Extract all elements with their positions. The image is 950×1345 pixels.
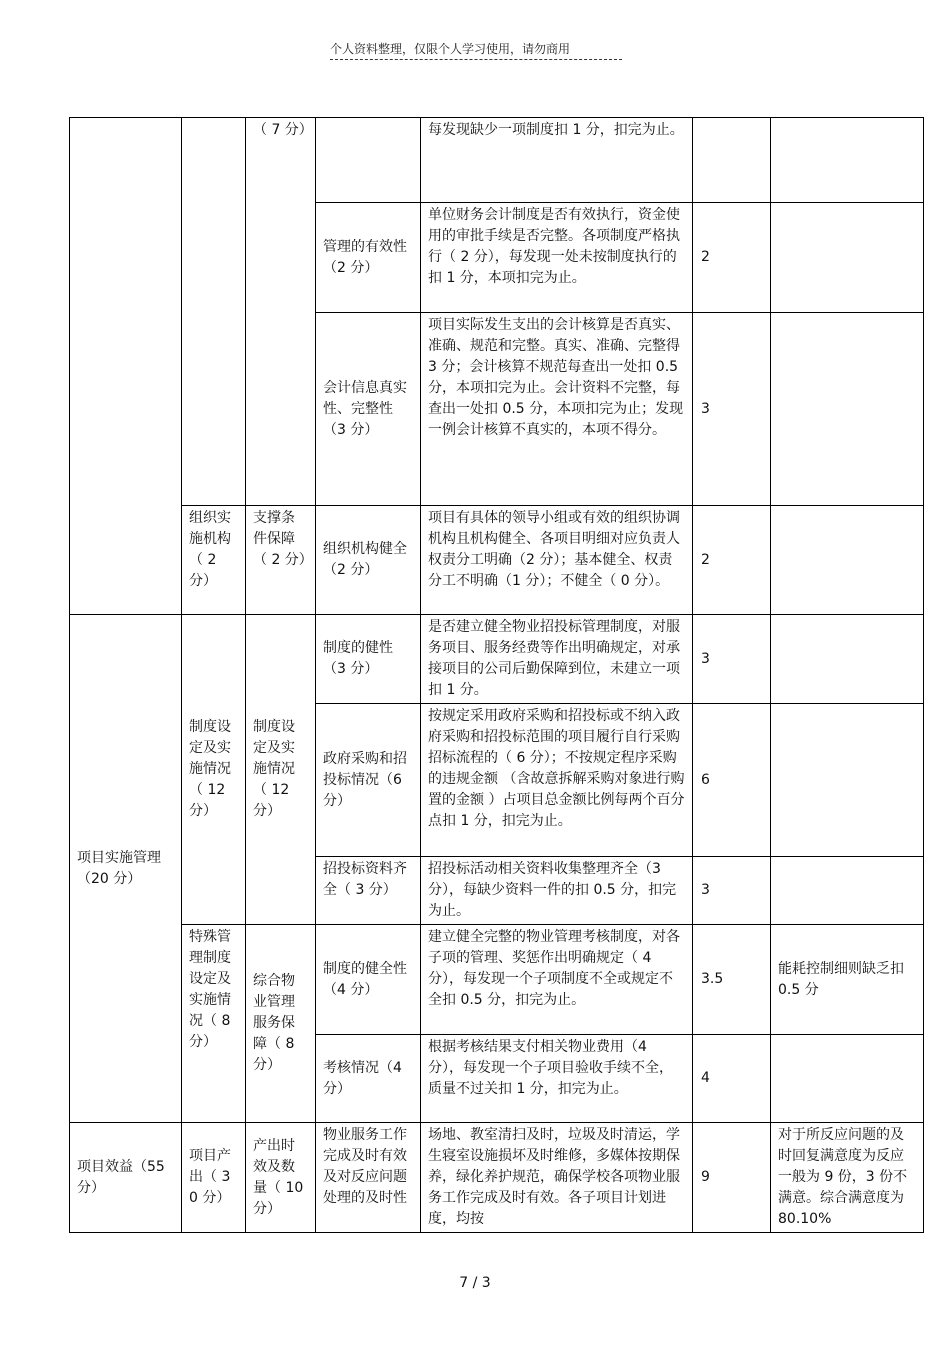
score-cell: 3 <box>693 857 771 925</box>
category-cell: 项目实施管理（20 分） <box>70 615 182 1123</box>
page-number: 7 / 3 <box>459 1275 491 1291</box>
score-cell: 2 <box>693 506 771 615</box>
criteria-cell: 建立健全完整的物业管理考核制度，对各子项的管理、奖惩作出明确规定（ 4 分），每发现一个子项制度不全或规定不全扣 0.5 分，扣完为止。 <box>421 925 693 1035</box>
table-row <box>70 1123 924 1233</box>
category-cell-empty <box>70 118 182 615</box>
criteria-cell: 招投标活动相关资料收集整理齐全（3 分），每缺少资料一件的扣 0.5 分，扣完为止。 <box>421 857 693 925</box>
criteria-cell: 单位财务会计制度是否有效执行，资金使用的审批手续是否完整。各项制度严格执行（ 2 分），每发现一处未按制度执行的扣 1 分，本项扣完为止。 <box>421 203 693 313</box>
item-cell: 考核情况（4 分） <box>316 1035 421 1123</box>
item-cell: 物业服务工作完成及时有效及对反应问题处理的及时性 <box>316 1123 421 1233</box>
remark-cell: 对于所反应问题的及时回复满意度为反应一般为 9 份，3 份不满意。综合满意度为 80.10% <box>771 1123 924 1233</box>
indicator-cell: 综合物业管理服务保障（ 8 分） <box>246 925 316 1123</box>
score-cell: 4 <box>693 1035 771 1123</box>
header-note: 个人资料整理，仅限个人学习使用，请勿商用 <box>330 40 622 60</box>
item-cell: 制度的健全性（4 分） <box>316 925 421 1035</box>
remark-cell <box>771 615 924 704</box>
indicator-cell: 产出时效及数量（ 10 分） <box>246 1123 316 1233</box>
remark-cell <box>771 118 924 203</box>
subcategory-cell: 组织实施机构（ 2 分） <box>182 506 246 615</box>
subcategory-cell-empty <box>182 118 246 506</box>
table-row <box>70 925 924 1035</box>
score-cell: 3 <box>693 615 771 704</box>
criteria-cell: 每发现缺少一项制度扣 1 分，扣完为止。 <box>421 118 693 203</box>
criteria-cell: 项目有具体的领导小组或有效的组织协调机构且机构健全、各项目明细对应负责人权责分工明确（2 分）；基本健全、权责分工不明确（1 分）；不健全（ 0 分）。 <box>421 506 693 615</box>
subcategory-cell: 项目产出（ 30 分） <box>182 1123 246 1233</box>
score-cell: 3.5 <box>693 925 771 1035</box>
remark-cell <box>771 857 924 925</box>
remark-cell <box>771 313 924 506</box>
item-cell-empty <box>316 118 421 203</box>
table-row <box>70 506 924 615</box>
evaluation-table <box>69 117 924 1233</box>
criteria-cell: 按规定采用政府采购和招投标或不纳入政府采购和招投标范围的项目履行自行采购招标流程的（ 6 分）；不按规定程序采购的违规金额 （含故意拆解采购对象进行购置的金额 ）占项目总金额比例每两个百分点扣 1 分，扣完为止。 <box>421 704 693 857</box>
criteria-cell: 项目实际发生支出的会计核算是否真实、准确、规范和完整。真实、准确、完整得 3 分；会计核算不规范每查出一处扣 0.5 分，本项扣完为止。会计资料不完整，每查出一处扣 0.5 分，本项扣完为止；发现一例会计核算不真实的，本项不得分。 <box>421 313 693 506</box>
item-cell: 管理的有效性（2 分） <box>316 203 421 313</box>
subcategory-cell: 制度设定及实施情况（ 12 分） <box>182 615 246 925</box>
item-cell: 政府采购和招投标情况（6 分） <box>316 704 421 857</box>
table-row <box>70 615 924 704</box>
score-cell: 9 <box>693 1123 771 1233</box>
criteria-cell: 是否建立健全物业招投标管理制度，对服务项目、服务经费等作出明确规定，对承接项目的公司后勤保障到位，未建立一项扣 1 分。 <box>421 615 693 704</box>
remark-cell <box>771 704 924 857</box>
indicator-cell: 制度设定及实施情况（ 12 分） <box>246 615 316 925</box>
score-cell: 2 <box>693 203 771 313</box>
score-cell: 6 <box>693 704 771 857</box>
category-cell: 项目效益（55 分） <box>70 1123 182 1233</box>
item-cell: 会计信息真实性、完整性（3 分） <box>316 313 421 506</box>
score-cell: 3 <box>693 313 771 506</box>
table-row <box>70 118 924 203</box>
criteria-cell: 场地、教室清扫及时，垃圾及时清运，学生寝室设施损坏及时维修，多媒体按期保养，绿化养护规范，确保学校各项物业服务工作完成及时有效。各子项目计划进度，均按 <box>421 1123 693 1233</box>
item-cell: 制度的健性（3 分） <box>316 615 421 704</box>
remark-cell <box>771 203 924 313</box>
subcategory-cell: 特殊管理制度设定及实施情况（ 8 分） <box>182 925 246 1123</box>
remark-cell <box>771 506 924 615</box>
remark-cell <box>771 1035 924 1123</box>
remark-cell: 能耗控制细则缺乏扣 0.5 分 <box>771 925 924 1035</box>
item-cell: 组织机构健全（2 分） <box>316 506 421 615</box>
indicator-cell: 支撑条件保障（ 2 分） <box>246 506 316 615</box>
item-cell: 招投标资料齐全（ 3 分） <box>316 857 421 925</box>
criteria-cell: 根据考核结果支付相关物业费用（4 分），每发现一个子项目验收手续不全，质量不过关扣 1 分，扣完为止。 <box>421 1035 693 1123</box>
score-cell <box>693 118 771 203</box>
indicator-cell: （ 7 分） <box>246 118 316 506</box>
